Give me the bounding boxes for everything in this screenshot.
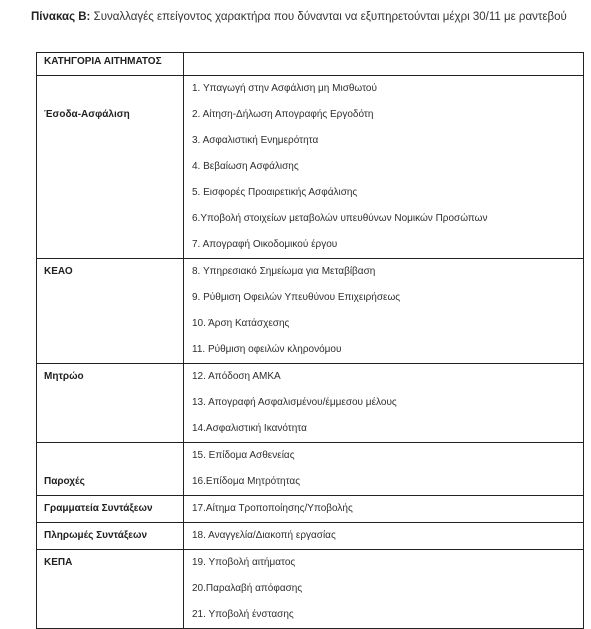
category-label: ΚΕΑΟ — [44, 266, 73, 277]
group-row-grammateia — [37, 496, 584, 523]
list-item: 11. Ρύθμιση οφειλών κληρονόμου — [192, 344, 342, 355]
list-item: 5. Εισφορές Προαιρετικής Ασφάλισης — [192, 187, 358, 198]
list-item: 10. Άρση Κατάσχεσης — [192, 318, 290, 329]
list-item: 14.Ασφαλιστική Ικανότητα — [192, 423, 307, 434]
list-item: 12. Απόδοση ΑΜΚΑ — [192, 371, 281, 382]
category-label: Μητρώο — [44, 371, 84, 382]
list-item: 1. Υπαγωγή στην Ασφάλιση μη Μισθωτού — [192, 83, 377, 94]
list-item: 15. Επίδομα Ασθενείας — [192, 450, 295, 461]
list-item: 7. Απογραφή Οικοδομικού έργου — [192, 239, 338, 250]
list-item: 16.Επίδομα Μητρότητας — [192, 476, 301, 487]
table-header-row — [37, 53, 584, 76]
items-cell — [184, 76, 584, 259]
items-cell — [184, 496, 584, 523]
category-cell — [37, 523, 184, 550]
list-item: 19. Υποβολή αιτήματος — [192, 557, 296, 568]
items-cell — [184, 550, 584, 629]
category-cell — [37, 259, 184, 364]
header-cell — [37, 53, 184, 76]
category-label: Παροχές — [44, 476, 85, 487]
list-item: 6.Υποβολή στοιχείων μεταβολών υπευθύνων Νομικών Προσώπων — [192, 213, 488, 224]
group-row-keao — [37, 259, 584, 364]
list-item: 9. Ρύθμιση Οφειλών Υπευθύνου Επιχειρήσεως — [192, 292, 401, 303]
category-label: Γραμματεία Συντάξεων — [44, 503, 153, 514]
list-item: 21. Υποβολή ένστασης — [192, 609, 294, 620]
items-cell — [184, 259, 584, 364]
category-cell — [37, 76, 184, 259]
category-cell — [37, 364, 184, 443]
category-cell — [37, 550, 184, 629]
items-cell — [184, 443, 584, 496]
requests-table — [36, 52, 584, 629]
group-row-pliromes — [37, 523, 584, 550]
header-label: ΚΑΤΗΓΟΡΙΑ ΑΙΤΗΜΑΤΟΣ — [44, 56, 162, 67]
category-label: ΚΕΠΑ — [44, 557, 73, 568]
category-cell — [37, 496, 184, 523]
items-cell — [184, 523, 584, 550]
group-row-esoda — [37, 76, 584, 259]
list-item: 13. Απογραφή Ασφαλισμένου/έμμεσου μέλους — [192, 397, 397, 408]
header-empty-cell — [184, 53, 584, 76]
list-item: 3. Ασφαλιστική Ενημερότητα — [192, 135, 319, 146]
items-cell — [184, 364, 584, 443]
list-item: 18. Αναγγελία/Διακοπή εργασίας — [192, 530, 336, 541]
category-label: Πληρωμές Συντάξεων — [44, 530, 148, 541]
list-item: 2. Αίτηση-Δήλωση Απογραφής Εργοδότη — [192, 109, 374, 120]
list-item: 4. Βεβαίωση Ασφάλισης — [192, 161, 299, 172]
group-row-kepa — [37, 550, 584, 629]
category-label: Έσοδα-Ασφάλιση — [44, 109, 130, 120]
list-item: 20.Παραλαβή απόφασης — [192, 583, 303, 594]
group-row-mitroo — [37, 364, 584, 443]
table-caption — [31, 9, 571, 26]
list-item: 17.Αίτημα Τροποποίησης/Υποβολής — [192, 503, 353, 514]
category-cell — [37, 443, 184, 496]
group-row-paroches — [37, 443, 584, 496]
caption-label: Πίνακας Β: — [31, 11, 91, 23]
list-item: 8. Υπηρεσιακό Σημείωμα για Μεταβίβαση — [192, 266, 376, 277]
caption-text: Συναλλαγές επείγοντος χαρακτήρα που δύνανται να εξυπηρετούνται μέχρι 30/11 με ραντεβού — [90, 11, 567, 23]
